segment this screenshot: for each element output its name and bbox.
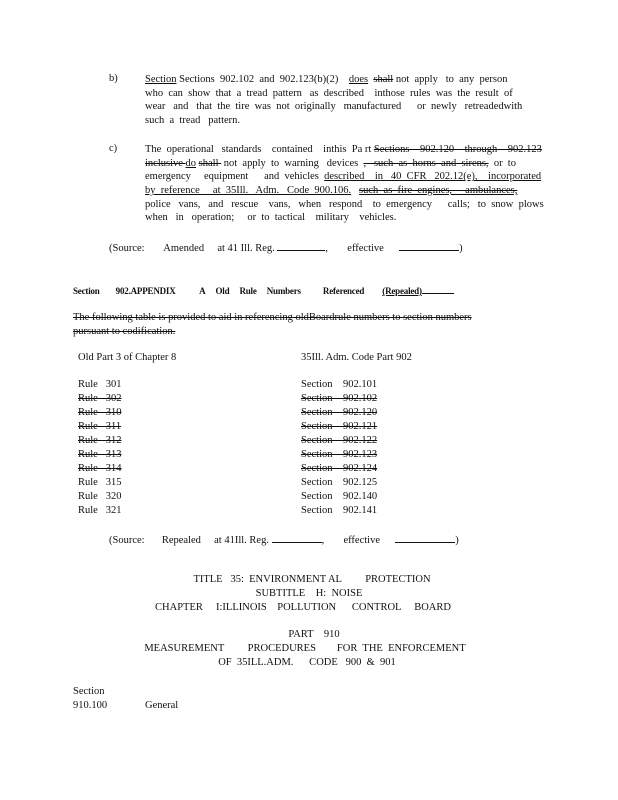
- heading-repealed: (Repealed): [382, 286, 422, 296]
- text-run: who can show that a tread pattern as described inthose rules was the result of: [145, 87, 513, 99]
- section-cell: Section 902.101: [301, 379, 378, 390]
- section-cell: Section 902.125: [301, 477, 378, 488]
- inserted-text: by reference at 35Ill. Adm. Code 900.106.: [145, 185, 352, 197]
- effective-date-blank: [399, 240, 459, 251]
- inserted-text: does: [348, 74, 369, 85]
- heading-rule: Rule: [239, 286, 257, 296]
- text-run: not apply to any person: [393, 74, 508, 85]
- section-cell: Section 902.124: [301, 463, 378, 474]
- deleted-text: inclusive: [145, 157, 186, 169]
- source-close: ): [459, 243, 463, 254]
- deleted-text: shall: [373, 74, 394, 85]
- text-line: [145, 87, 523, 101]
- text-run: not apply to warning devices: [221, 157, 364, 169]
- rule-cell: Rule 315: [78, 477, 122, 488]
- text-line: [145, 170, 542, 184]
- text-line: [145, 157, 523, 171]
- text-run: The operational standards contained inthis Pa rt: [145, 144, 374, 155]
- text-line: [145, 198, 544, 212]
- source-comma: ,: [321, 535, 325, 546]
- section-cell: Section 902.141: [301, 505, 378, 516]
- rule-column: [78, 378, 121, 518]
- part-title-line-2: OF 35ILL.ADM. CODE 900 & 901: [218, 657, 396, 668]
- intro-struck-text: [73, 311, 543, 338]
- deleted-text: Sections 902.120 through 902.123: [373, 144, 542, 155]
- text-line: [145, 143, 542, 157]
- toc-section-title: General: [145, 700, 179, 711]
- intro-line-1: The following table is provided to aid in referencing oldBoardrule numbers to section numbers: [73, 312, 472, 323]
- section-cell: Section 902.123: [301, 449, 378, 460]
- source-label: (Source:: [109, 243, 145, 254]
- section-cell: Section 902.121: [301, 421, 378, 432]
- repealed-label: Repealed: [161, 535, 201, 546]
- effective-date-blank: [395, 532, 455, 543]
- rule-cell: Rule 302: [78, 393, 122, 404]
- heading-section: Section: [73, 286, 100, 296]
- text-line: [145, 184, 523, 198]
- heading-old: Old: [215, 286, 230, 296]
- heading-number: 902.APPENDIX: [115, 286, 176, 296]
- rule-cell: Rule 313: [78, 449, 122, 460]
- rule-cell: Rule 321: [78, 505, 122, 516]
- text-run: [351, 185, 359, 196]
- text-run: such a tread pattern.: [145, 115, 241, 127]
- part-block: [0, 628, 618, 670]
- heading-referenced: Referenced: [322, 286, 365, 296]
- effective-label: effective: [343, 535, 380, 546]
- deleted-text: shall: [198, 157, 222, 169]
- para-c-label: c): [109, 143, 118, 154]
- subtitle-line: SUBTITLE H: NOISE: [255, 588, 363, 599]
- part-title-line-1: MEASUREMENT PROCEDURES FOR THE ENFORCEMENT: [144, 643, 466, 654]
- register-ref: at 41 Ill. Reg.: [217, 243, 275, 254]
- title-block: [0, 573, 618, 615]
- toc-section-label: Section: [73, 686, 105, 697]
- heading-numbers: Numbers: [266, 286, 301, 296]
- source-note-repealed: [109, 532, 459, 548]
- text-run: wear and that the tire was not originally manufactured or newly retreadedwith: [145, 101, 523, 113]
- section-cell: Section 902.102: [301, 393, 378, 404]
- text-line: [145, 211, 523, 225]
- section-cell: Section 902.122: [301, 435, 378, 446]
- effective-label: effective: [347, 243, 384, 254]
- text-line: [145, 73, 523, 87]
- para-c-text: [145, 143, 544, 225]
- rule-cell: Rule 320: [78, 491, 122, 502]
- heading-repealed-rule: [422, 284, 454, 294]
- source-note-amended: [109, 240, 463, 256]
- inserted-text: Section: [145, 74, 177, 85]
- intro-line-2: pursuant to codification.: [73, 325, 176, 337]
- section-heading: [73, 284, 433, 296]
- chapter-line: CHAPTER I:ILLINOIS POLLUTION CONTROL BOARD: [155, 602, 451, 613]
- table-left-header: Old Part 3 of Chapter 8: [78, 352, 177, 363]
- register-ref: at 41Ill. Reg.: [214, 535, 269, 546]
- rule-cell: Rule 312: [78, 435, 122, 446]
- title-line: TITLE 35: ENVIRONMENT AL PROTECTION: [193, 574, 431, 585]
- text-run: when in operation; or to tactical military vehicles.: [145, 212, 397, 224]
- para-b-text: [145, 73, 523, 128]
- deleted-text: , such as horns and sirens,: [363, 157, 489, 169]
- table-right-header: 35Ill. Adm. Code Part 902: [301, 352, 412, 363]
- source-label: (Source:: [109, 535, 145, 546]
- section-column: [301, 378, 377, 518]
- register-page-blank: [277, 240, 325, 251]
- para-b-label: b): [109, 73, 118, 84]
- text-line: [145, 100, 523, 114]
- section-cell: Section 902.120: [301, 407, 378, 418]
- rule-cell: Rule 310: [78, 407, 122, 418]
- text-run: emergency equipment and vehicles: [145, 171, 325, 183]
- inserted-deleted-text: such as fire engines, ambulances,: [359, 185, 518, 197]
- rule-cell: Rule 301: [78, 379, 122, 390]
- text-run: or to: [488, 157, 516, 169]
- inserted-text: do: [185, 157, 197, 169]
- register-page-blank: [272, 532, 322, 543]
- inserted-text: described in 40 CFR 202.12(e), incorporated: [324, 171, 542, 183]
- text-run: Sections 902.102 and 902.123(b)(2): [176, 74, 349, 85]
- amended-label: Amended: [163, 243, 205, 254]
- text-line: [145, 114, 523, 128]
- part-line: PART 910: [288, 629, 340, 640]
- text-run: police vans, and rescue vans, when respond to emergency calls; to snow plows: [145, 198, 544, 210]
- section-cell: Section 902.140: [301, 491, 378, 502]
- heading-a: A: [199, 286, 206, 296]
- source-close: ): [455, 535, 459, 546]
- rule-cell: Rule 314: [78, 463, 122, 474]
- rule-cell: Rule 311: [78, 421, 122, 432]
- toc-section-number: 910.100: [73, 700, 108, 711]
- source-comma: ,: [325, 243, 329, 254]
